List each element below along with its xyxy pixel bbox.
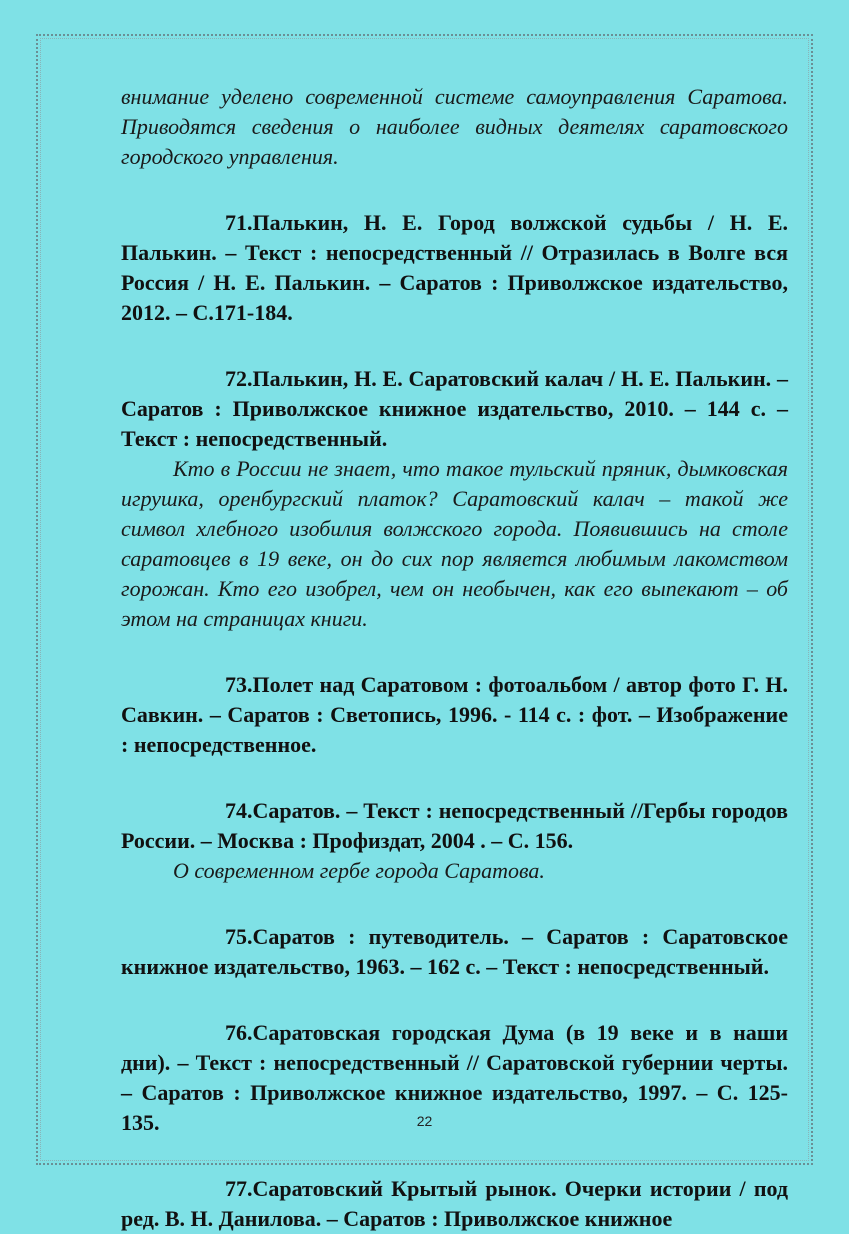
entry-text: Палькин, Н. Е. Город волжской судьбы / Н. Е. Палькин. – Текст : непосредственный // Отразилась в Волге вся Россия / Н. Е. Палькин. – Саратов : Приволжское издательство, 2012. – С.171-184. (121, 210, 788, 325)
entry-text: Полет над Саратовом : фотоальбом / автор фото Г. Н. Савкин. – Саратов : Светопись, 1996. - 114 с. : фот. – Изображение : непосредственное. (121, 672, 788, 757)
entry-annotation: Кто в России не знает, что такое тульский пряник, дымковская игрушка, оренбургский платок? Саратовский калач – такой же символ хлебного изобилия волжского города. Появившись на столе саратовцев в 19 веке, он до сих пор является любимым лакомством горожан. Кто его изобрел, чем он необычен, как его выпекают – об этом на страницах книги. (121, 456, 788, 631)
page-content (121, 82, 788, 1234)
entry-number: 76. (225, 1020, 253, 1045)
entry-number: 74. (225, 798, 253, 823)
bib-entry-75 (121, 922, 788, 982)
entry-text: Саратовская городская Дума (в 19 веке и в наши дни). – Текст : непосредственный // Саратовской губернии черты. – Саратов : Приволжское книжное издательство, 1997. – С. 125-135. (121, 1020, 788, 1135)
entry-number: 75. (225, 924, 253, 949)
entry-number: 72. (225, 366, 253, 391)
bib-entry-77 (121, 1174, 788, 1234)
bib-entry-74 (121, 796, 788, 886)
bib-entry-73 (121, 670, 788, 760)
entry-text: Палькин, Н. Е. Саратовский калач / Н. Е. Палькин. – Саратов : Приволжское книжное издательство, 2010. – 144 с. – Текст : непосредственный. (121, 366, 788, 451)
entry-text: Саратов. – Текст : непосредственный //Гербы городов России. – Москва : Профиздат, 2004 . – С. 156. (121, 798, 788, 853)
entry-text: Саратовский Крытый рынок. Очерки истории / под ред. В. Н. Данилова. – Саратов : Приволжское книжное (121, 1176, 788, 1231)
bib-entry-71 (121, 208, 788, 328)
entry-text: Саратов : путеводитель. – Саратов : Саратовское книжное издательство, 1963. – 162 с. – Текст : непосредственный. (121, 924, 788, 979)
entry-annotation: О современном гербе города Саратова. (173, 858, 545, 883)
bib-entry-72 (121, 364, 788, 634)
intro-annotation: внимание уделено современной системе самоуправления Саратова. Приводятся сведения о наиболее видных деятелях саратовского городского управления. (121, 84, 788, 169)
page-number: 22 (416, 1113, 433, 1129)
entry-number: 73. (225, 672, 253, 697)
entry-number: 77. (225, 1176, 253, 1201)
entry-number: 71. (225, 210, 253, 235)
